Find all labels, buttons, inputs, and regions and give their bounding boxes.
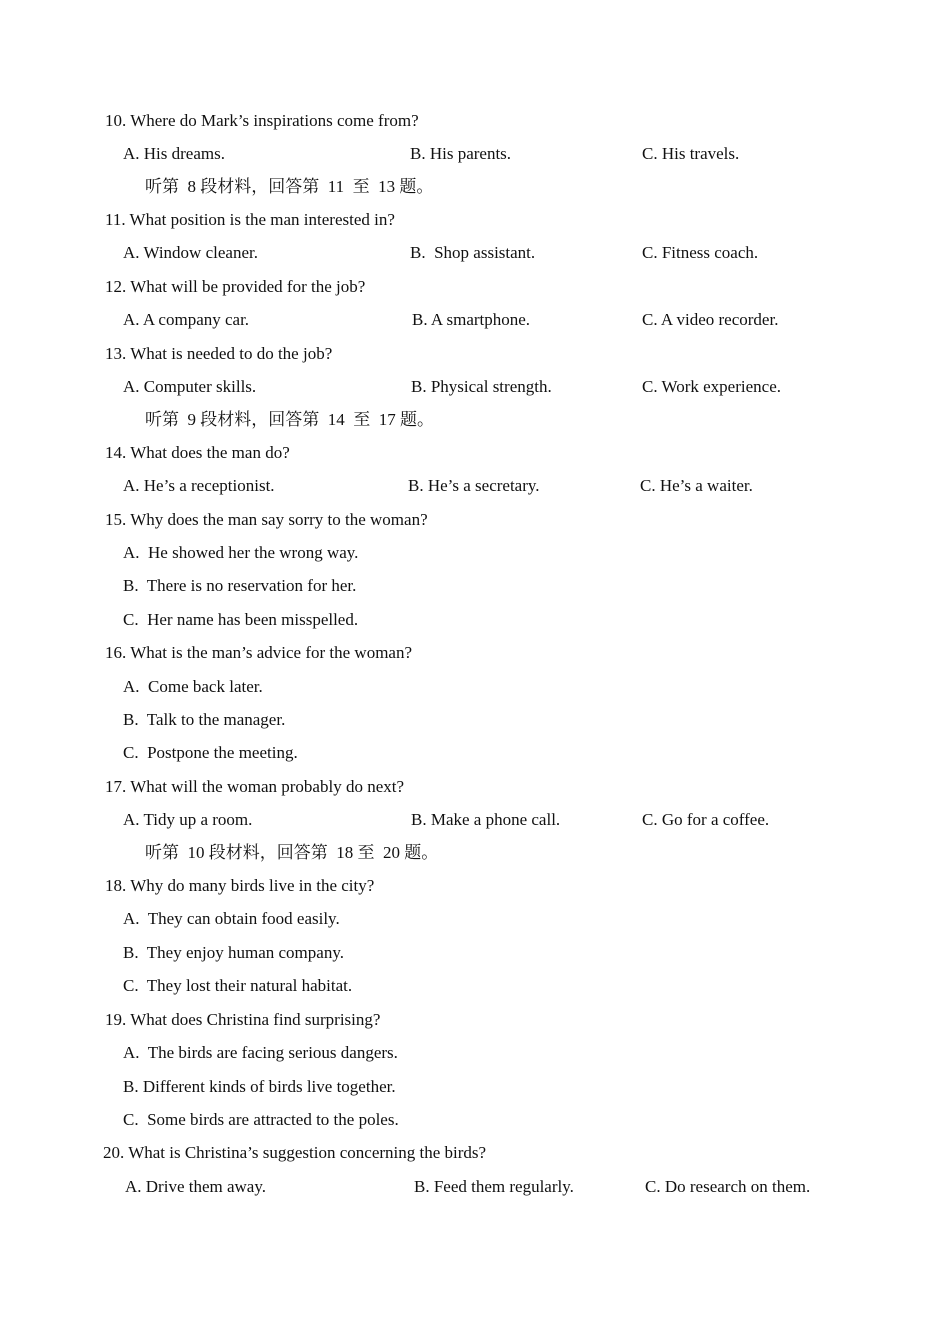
q19-option-b: B. Different kinds of birds live together.	[123, 1077, 396, 1096]
q13-option-c: C. Work experience.	[642, 377, 781, 396]
question-16: 16. What is the man’s advice for the woman?	[105, 643, 413, 662]
q17-option-b: B. Make a phone call.	[411, 810, 561, 829]
q18-option-c: C. They lost their natural habitat.	[123, 976, 353, 995]
q15-option-b: B. There is no reservation for her.	[123, 576, 357, 595]
q16-option-a: A. Come back later.	[123, 677, 263, 696]
q17-option-a: A. Tidy up a room.	[123, 810, 253, 829]
q10-option-b: B. His parents.	[410, 144, 512, 163]
q10-option-a: A. His dreams.	[123, 144, 225, 163]
question-15: 15. Why does the man say sorry to the woman?	[105, 510, 428, 529]
q11-option-b: B. Shop assistant.	[410, 243, 536, 262]
section-10-instruction: 听第 10 段材料，回答第 18 至 20 题。	[145, 843, 439, 862]
q20-option-a: A. Drive them away.	[125, 1177, 266, 1196]
question-20: 20. What is Christina’s suggestion concerning the birds?	[103, 1143, 487, 1162]
q11-option-a: A. Window cleaner.	[123, 243, 258, 262]
q16-option-c: C. Postpone the meeting.	[123, 743, 298, 762]
q14-option-b: B. He’s a secretary.	[408, 476, 540, 495]
q15-option-c: C. Her name has been misspelled.	[123, 610, 359, 629]
q11-option-c: C. Fitness coach.	[642, 243, 759, 262]
q13-option-a: A. Computer skills.	[123, 377, 257, 396]
q12-option-b: B. A smartphone.	[412, 310, 531, 329]
q18-option-b: B. They enjoy human company.	[123, 943, 344, 962]
q19-option-a: A. The birds are facing serious dangers.	[123, 1043, 398, 1062]
question-17: 17. What will the woman probably do next?	[105, 777, 405, 796]
q18-option-a: A. They can obtain food easily.	[123, 909, 340, 928]
q14-option-a: A. He’s a receptionist.	[123, 476, 275, 495]
q12-option-c: C. A video recorder.	[642, 310, 779, 329]
question-19: 19. What does Christina find surprising?	[105, 1010, 381, 1029]
q10-option-c: C. His travels.	[642, 144, 740, 163]
q20-option-b: B. Feed them regularly.	[414, 1177, 574, 1196]
section-9-instruction: 听第 9 段材料，回答第 14 至 17 题。	[145, 410, 434, 429]
q17-option-c: C. Go for a coffee.	[642, 810, 770, 829]
q14-option-c: C. He’s a waiter.	[640, 476, 753, 495]
q12-option-a: A. A company car.	[123, 310, 250, 329]
question-14: 14. What does the man do?	[105, 443, 290, 462]
q20-option-c: C. Do research on them.	[645, 1177, 811, 1196]
question-13: 13. What is needed to do the job?	[105, 344, 333, 363]
question-18: 18. Why do many birds live in the city?	[105, 876, 375, 895]
q16-option-b: B. Talk to the manager.	[123, 710, 286, 729]
question-11: 11. What position is the man interested in?	[105, 210, 395, 229]
q15-option-a: A. He showed her the wrong way.	[123, 543, 359, 562]
question-10: 10. Where do Mark’s inspirations come from?	[105, 111, 419, 130]
question-12: 12. What will be provided for the job?	[105, 277, 366, 296]
q13-option-b: B. Physical strength.	[411, 377, 552, 396]
section-8-instruction: 听第 8 段材料，回答第 11 至 13 题。	[145, 177, 434, 196]
q19-option-c: C. Some birds are attracted to the poles.	[123, 1110, 399, 1129]
